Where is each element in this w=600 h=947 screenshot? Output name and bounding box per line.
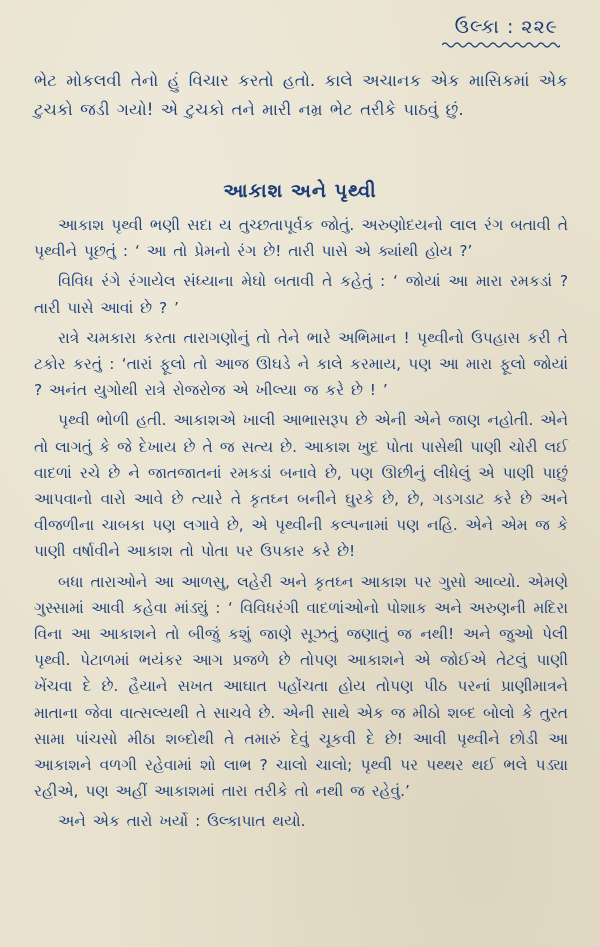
article-title: આકાશ અને પૃથ્વી [223,180,377,202]
article-body [34,212,568,835]
paragraph-4: પૃથ્વી ભોળી હતી. આકાશએ ખાલી આભાસરૂપ છે એની એને જાણ નહોતી. એને તો લાગતું કે જે દેખાય છે તે જ સત્ય છે. આકાશ ખુદ પોતા પાસેથી પાણી ચોરી લઈ વાદળાં રચે છે ને જાતજાતનાં રમકડાં બનાવે છે, પણ ઊછીનું લીધેલું એ પાણી પાછું આપવાનો વારો આવે છે ત્યારે તે કૃતઘ્ન બનીને ઘુરકે છે, છે, ગડગડાટ કરે છે અને વીજળીના ચાબકા પણ લગાવે છે, એ પૃથ્વીની કલ્પનામાં પણ નહિ. એને એમ જ કે પાણી વર્ષાવીને આકાશ તો પોતા પર ઉપકાર કરે છે! [34,411,568,561]
paragraph-3: રાત્રે ચમકારા કરતા તારાગણોનું તો તેને ભારે અભિમાન ! પૃથ્વીનો ઉપહાસ કરી તે ટકોર કરતું : ‘તારાં ફૂલો તો આજ ઊઘડે ને કાલે કરમાય, પણ આ મારા ફૂલો જોયાં ? અનંત યુગોથી રાત્રે રોજરોજ એ ખીલ્યા જ કરે છે ! ’ [34,328,568,400]
paragraph-1: આકાશ પૃથ્વી ભણી સદા ય તુચ્છતાપૂર્વક જોતું. અરુણોદયનો લાલ રંગ બતાવી તે પૃથ્વીને પૂછતું : ‘ આ તો પ્રેમનો રંગ છે! તારી પાસે એ ક્યાંથી હોય ?’ [34,216,568,261]
running-header [455,14,558,40]
paragraph-2: વિવિધ રંગે રંગાયેલ સંધ્યાના મેઘો બતાવી તે કહેતું : ‘ જોયાં આ મારા રમકડાં ? તારી પાસે આવાં છે ? ’ [34,272,568,317]
page-number-title: ઉલ્કા : ૨૨૯ [454,16,558,38]
paragraph-6: અને એક તારો ખર્યો : ઉલ્કાપાત થયો. [58,812,306,831]
paragraph-5: બધા તારાઓને આ આળસુ, લહેરી અને કૃતઘ્ન આકાશ પર ગુસો આવ્યો. એમણે ગુસ્સામાં આવી કહેવા માંડ્યું : ‘ વિવિધરંગી વાદળાંઓનો પોશાક અને અરુણની મદિરા વિના આ આકાશને તો બીજું કશું જાણે સૂઝતું જણાતું જ નથી! અને જુઓ પેલી પૃથ્વી. પેટાળમાં ભયંકર આગ પ્રજળે છે તોપણ આકાશને એ જોઈએ તેટલું પાણી ખેંચવા દે છે. હૈયાને સખત આઘાત પહોંચતા હોય તોપણ પીઠ પરનાં પ્રાણીમાત્રને માતાના જેવા વાત્સલ્યથી તે સાચવે છે. એની સાથે એક જ મીઠો શબ્દ બોલો કે તુરત સામા પાંચસો મીઠા શબ્દોથી તે તમારું દેવું ચૂકવી દે છે! આવી પૃથ્વીને છોડી આ આકાશને વળગી રહેવામાં શો લાભ ? ચાલો ચાલો; પૃથ્વી પર પથ્થર થઈ ભલે પડ્યા રહીએ, પણ અહીં આકાશમાં તારા તરીકે તો નથી જ રહેવું.’ [34,572,568,801]
intro-paragraph: ભેટ મોકલવી તેનો હું વિચાર કરતો હતો. કાલે અચાનક એક માસિકમાં એક ટુચકો જડી ગયો! એ ટુચકો તને મારી નમ્ર ભેટ તરીકે પાઠવું છું. [34,71,568,119]
decorative-wavy-rule [442,41,560,49]
